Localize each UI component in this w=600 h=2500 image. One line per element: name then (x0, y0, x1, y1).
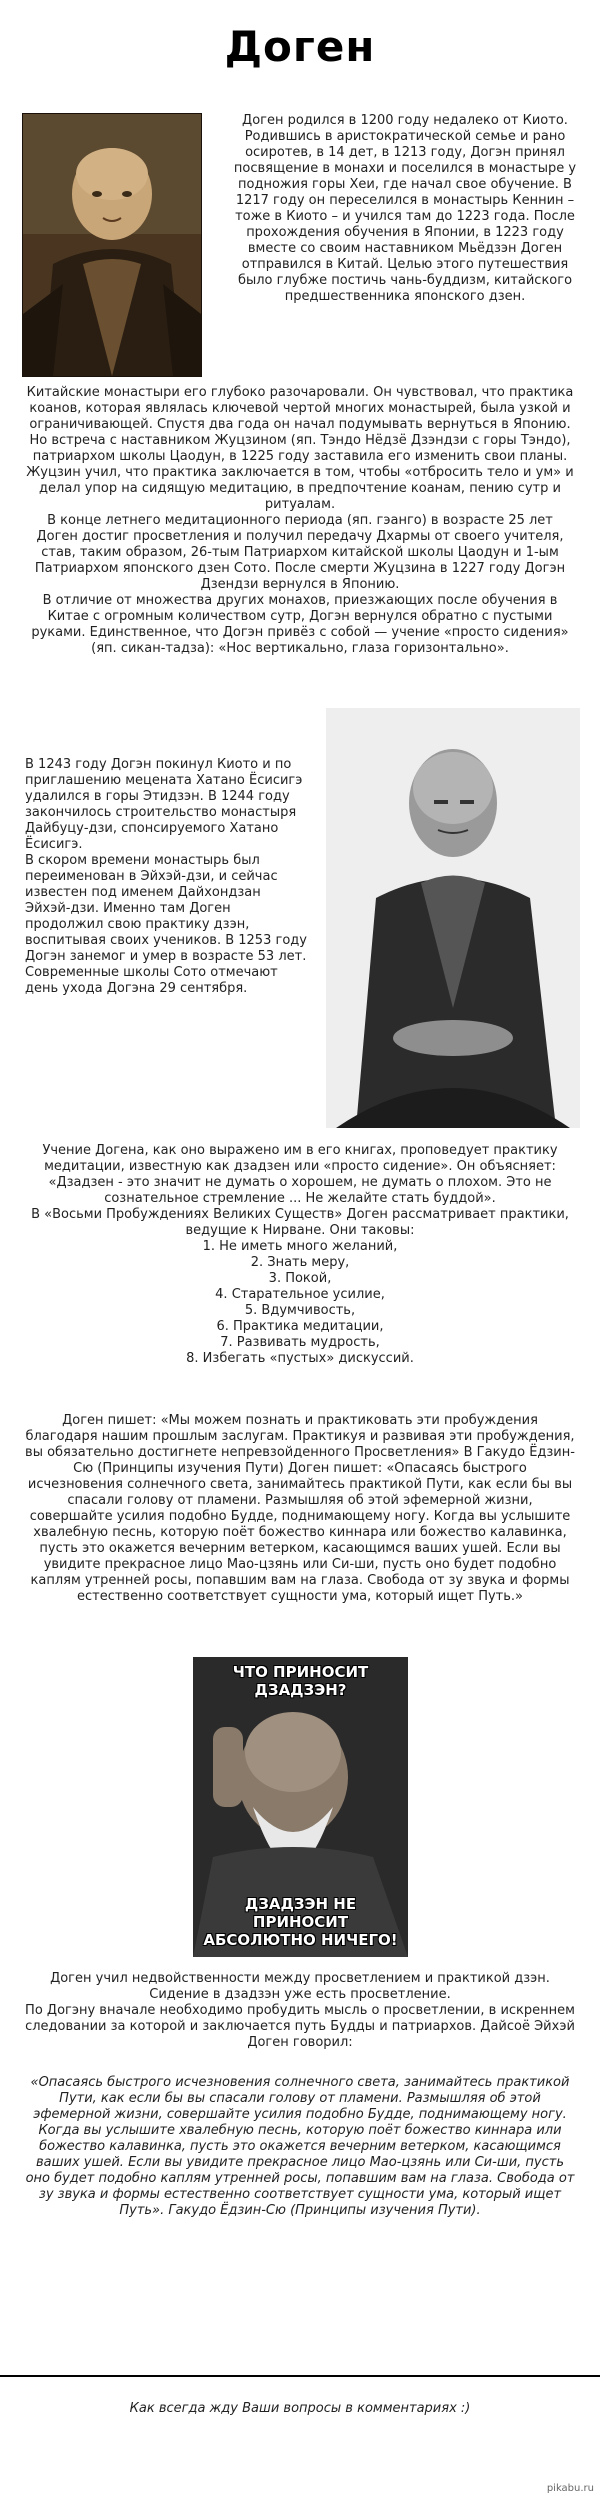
awakening-item: 3. Покой, (268, 1271, 332, 1286)
closing-section (25, 1971, 575, 2051)
teaching-paragraph: Учение Догена, как оно выражено им в его книгах, проповедует практику медитации, известную как дзадзен или «просто сидение». Он объясняет: «Дзадзен - это значит не думать о хорошем, не думать о плохом. Это не сознательное стремление ... Не желайте стать буддой». (42, 1143, 558, 1206)
monastery-paragraph: В 1243 году Догэн покинул Киото и по приглашению мецената Хатано Ёсисигэ удалился в горы Этидзэн. В 1244 году закончилось строительство монастыря Дайбуцу-дзи, спонсируемого Хатано Ёсисигэ. (25, 757, 303, 852)
page-title: Доген (224, 22, 376, 71)
china-paragraph: Китайские монастыри его глубоко разочаровали. Он чувствовал, что практика коанов, которая являлась ключевой чертой многих монастырей, была узкой и ограничивающей. Спустя два года он начал подумывать вернуться в Японию. Но встреча с наставником Жуцзином (яп. Тэндо Нёдзё Дзэндзи с горы Тэндо), патриархом школы Цаодун, в 1225 году заставила его изменить свои планы. Жуцзин учил, что практика заключается в том, чтобы «отбросить тело и ум» и делал упор на сидящую медитацию, в предпочтение коанам, пению сутр и ритуалам. (26, 385, 574, 512)
meditating-monk-photo (326, 708, 580, 1128)
footer-divider (0, 2375, 600, 2377)
intro-paragraph: Доген родился в 1200 году недалеко от Киото. Родившись в аристократической семье и рано осиротев, в 14 дет, в 1213 году, Догэн принял посвящение в монахи и поселился в монастыре у подножия горы Хеи, где начал свое обучение. В 1217 году он переселился в монастырь Кеннин – тоже в Киото – и учился там до 1223 года. После прохождения обучения в Японии, в 1223 году вместе со своим наставником Мьёдзэн Доген отправился в Китай. Целью этого путешествия было глубже постичь чань-буддизм, китайского предшественника японского дзен. (233, 113, 577, 304)
meme-bottom-caption: ДЗАДЗЭН НЕ ПРИНОСИТ АБСОЛЮТНО НИЧЕГО! (203, 1895, 398, 1949)
china-section (25, 385, 575, 657)
awakening-item: 4. Старательное усилие, (215, 1287, 385, 1302)
site-watermark: pikabu.ru (546, 2483, 594, 2494)
china-paragraph: В конце летнего медитационного периода (яп. гэанго) в возрасте 25 лет Доген достиг просветления и получил передачу Дхармы от своего учителя, став, таким образом, 26-тым Патриархом китайской школы Цаодун и 1-ым Патриархом японского дзен Сото. После смерти Жуцзина в 1227 году Догэн Дзендзи вернулся в Японию. (34, 513, 566, 592)
meme-image (193, 1657, 408, 1957)
awakening-item: 6. Практика медитации, (216, 1319, 384, 1334)
awakening-item: 7. Развивать мудрость, (220, 1335, 380, 1350)
meme-top-caption: ЧТО ПРИНОСИТ ДЗАДЗЭН? (232, 1663, 369, 1699)
dogen-portrait-image (22, 113, 202, 377)
quote-section (25, 1413, 575, 1605)
awakening-item: 1. Не иметь много желаний, (202, 1239, 398, 1254)
china-paragraph: В отличие от множества других монахов, приезжающих после обучения в Китае с огромным количеством сутр, Догэн вернулся обратно с пустыми руками. Единственное, что Догэн привёз с собой — учение «просто сидения» (яп. сикан-тадза): «Нос вертикально, глаза горизонтально». (31, 593, 569, 656)
closing-paragraph: По Догэну вначале необходимо пробудить мысль о просветлении, в искреннем следовании за которой и заключается путь Будды и патриархов. Дайсоё Эйхэй Доген говорил: (25, 2003, 575, 2050)
final-quote: «Опасаясь быстрого исчезновения солнечного света, занимайтесь практикой Пути, как если бы вы спасали голову от пламени. Размышляя об этой эфемерной жизни, совершайте усилия подобно Будде, поднимающему ногу. Когда вы услышите хвалебную песнь, которую поёт божество киннара или божество калавинка, пусть это окажется вечерним ветерком, касающимся ваших ушей. Если вы увидите прекрасное лицо Мао-цзянь или Си-ши, пусть оно будет подобно каплям утренней росы, попавшим вам на глаза. Свобода от зу звука и формы естественно соответствует сущности ума, который ищет Путь». Гакудо Ёдзин-Сю (Принципы изучения Пути). (25, 2075, 575, 2218)
monastery-section (25, 757, 310, 997)
awakening-item: 5. Вдумчивость, (244, 1303, 356, 1318)
closing-paragraph: Доген учил недвойственности между просветлением и практикой дзэн. Сидение в дзадзэн уже есть просветление. (50, 1971, 550, 2002)
portrait-illustration (23, 114, 201, 376)
awakening-item: 2. Знать меру, (250, 1255, 350, 1270)
teaching-section (25, 1143, 575, 1367)
awakening-item: 8. Избегать «пустых» дискуссий. (186, 1351, 414, 1366)
teaching-paragraph: В «Восьми Пробуждениях Великих Существ» Доген рассматривает практики, ведущие к Нирване. Они таковы: (31, 1207, 569, 1238)
monastery-paragraph: В скором времени монастырь был переименован в Эйхэй-дзи, и сейчас известен под именем Дайхондзан Эйхэй-дзи. Именно там Доген продолжил свою практику дзэн, воспитывая своих учеников. В 1253 году Догэн занемог и умер в возрасте 53 лет. Современные школы Сото отмечают день ухода Догэна 29 сентября. (25, 853, 307, 996)
footer-text: Как всегда жду Ваши вопросы в комментариях :) (129, 2401, 471, 2416)
quote-paragraph: Доген пишет: «Мы можем познать и практиковать эти пробуждения благодаря нашим прошлым заслугам. Практикуя и развивая эти пробуждения, вы обязательно достигнете непревзойденного Просветления» В Гакудо Ёдзин-Сю (Принципы изучения Пути) Доген пишет: «Опасаясь быстрого исчезновения солнечного света, занимайтесь практикой Пути, как если бы вы спасали голову от пламени. Размышляя об этой эфемерной жизни, совершайте усилия подобно Будде, поднимающему ногу. Когда вы услышите хвалебную песнь, которую поёт божество киннара или божество калавинка, пусть это окажется вечерним ветерком, касающимся ваших ушей. Если вы увидите прекрасное лицо Мао-цзянь или Си-ши, пусть оно будет подобно каплям утренней росы, попавшим вам на глаза. Свобода от зу звука и формы естественно соответствует сущности ума, который ищет Путь.» (25, 1413, 575, 1604)
monk-photo-illustration (326, 708, 580, 1128)
